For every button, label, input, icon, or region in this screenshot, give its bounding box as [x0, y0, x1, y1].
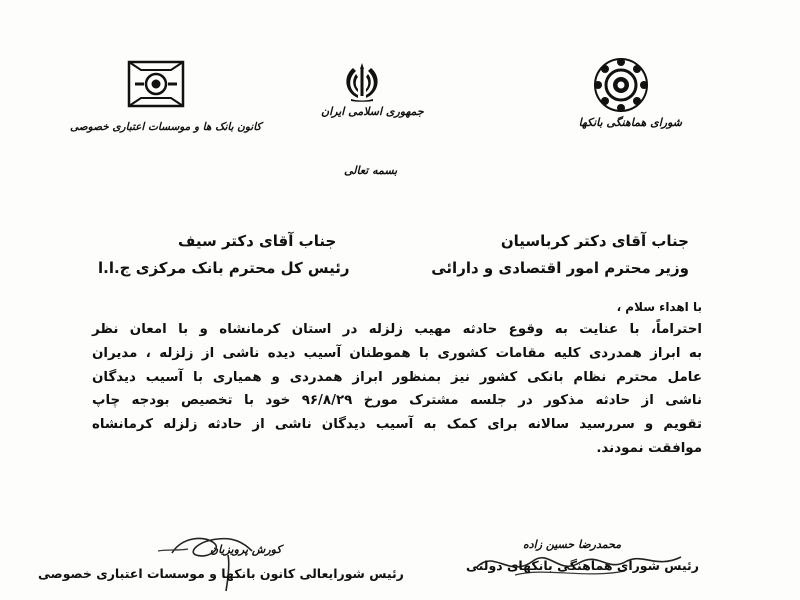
private-banks-emblem-icon — [127, 60, 185, 108]
signatory-left-title: رئیس شورایعالی کانون بانکها و موسسات اعتباری خصوصی — [38, 566, 404, 581]
body-line: احتراماً، با عنایت به وقوع حادثه مهیب زلزله در استان کرمانشاه و با امعان نظر — [92, 322, 702, 337]
recipient-right-title: وزیر محترم امور اقتصادی و دارائی — [431, 259, 689, 277]
signatory-right-title: رئیس شورای هماهنگی بانکهای دولتی — [466, 558, 699, 573]
iran-emblem-logo — [339, 60, 385, 102]
body-line: ناشی از حادثه مذکور در جلسه مشترک مورخ ۹۶/۸/۲۹ خود با تخصیص بودجه چاپ — [92, 393, 702, 409]
invocation-text: بسمه تعالی — [344, 164, 398, 177]
banks-council-logo — [587, 55, 655, 115]
body-line: تقویم و سررسید سالانه برای کمک به آسیب دیدگان ناشی از حادثه زلزله کرمانشاه — [92, 417, 702, 433]
body-line: موافقت نمودند. — [596, 440, 702, 456]
iran-emblem-caption: جمهوری اسلامی ایران — [321, 105, 424, 118]
signatory-left-name: کورش پرویزیان — [210, 543, 282, 556]
private-banks-caption: کانون بانک ها و موسسات اعتباری خصوصی — [70, 121, 262, 133]
recipient-left-title: رئیس کل محترم بانک مرکزی ج.ا.ا — [98, 259, 350, 277]
iran-emblem-icon — [339, 60, 385, 102]
private-banks-association-logo — [127, 60, 185, 108]
banks-council-emblem-icon — [587, 55, 655, 115]
recipient-left-name: جناب آقای دکتر سیف — [178, 232, 337, 250]
banks-council-caption: شورای هماهنگی بانکها — [578, 116, 682, 129]
signatory-right-name: محمدرضا حسین زاده — [523, 538, 622, 551]
body-line: عامل محترم نظام بانکی کشور نیز بمنظور ابراز همدردی و همیاری با آسیب دیدگان — [92, 369, 702, 385]
signature-left-mark — [148, 515, 273, 595]
body-line: به ابراز همدردی کلیه مقامات کشوری با هموطنان آسیب دیده ناشی از زلزله ، مدیران — [92, 345, 702, 361]
letter-body — [92, 318, 702, 461]
recipient-right-name: جناب آقای دکتر کرباسیان — [500, 232, 689, 250]
greeting-text: با اهداء سلام ، — [616, 300, 702, 314]
